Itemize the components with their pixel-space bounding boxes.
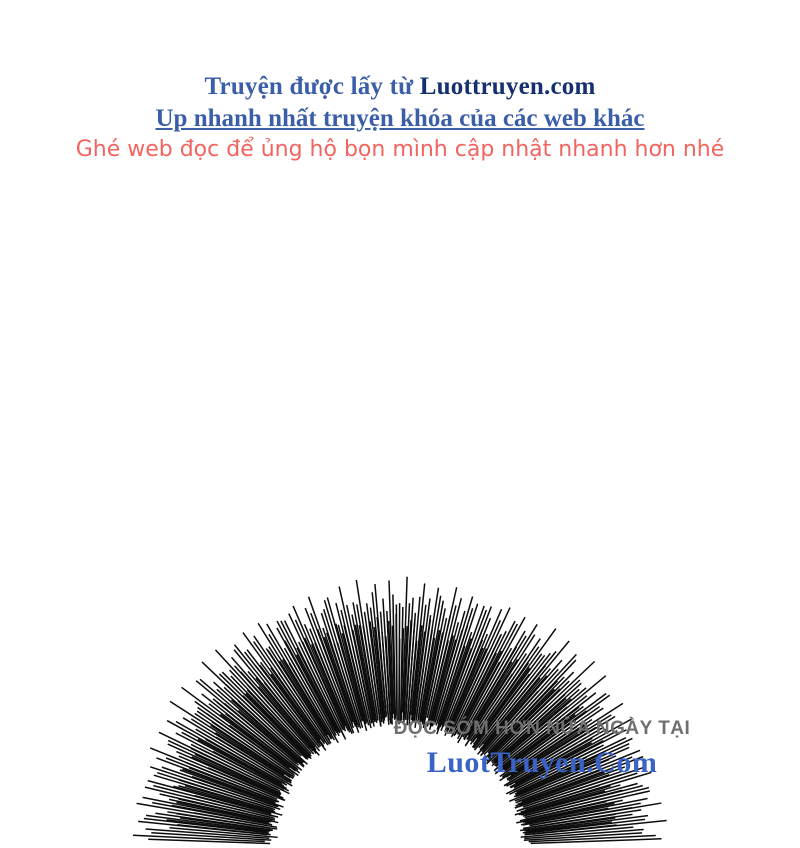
watermark-line-2: Up nhanh nhất truyện khóa của các web khác xyxy=(155,104,645,132)
credit-line-1: ĐỌC SỚM HƠN NỬA NGÀY TẠI xyxy=(393,718,691,739)
watermark-line-3: Ghé web đọc để ủng hộ bọn mình cập nhật nhanh hơn nhé xyxy=(75,137,725,162)
credit-block xyxy=(332,718,752,780)
watermark-block xyxy=(0,72,800,163)
radial-burst-bottom xyxy=(118,548,678,848)
watermark-line-1-prefix: Truyện được lấy từ xyxy=(204,73,420,100)
watermark-site-name: Luottruyen.com xyxy=(419,73,596,100)
watermark-line-1 xyxy=(0,72,800,102)
radial-burst-top xyxy=(238,0,558,52)
credit-line-2: LuotTruyen.Com xyxy=(426,746,658,779)
